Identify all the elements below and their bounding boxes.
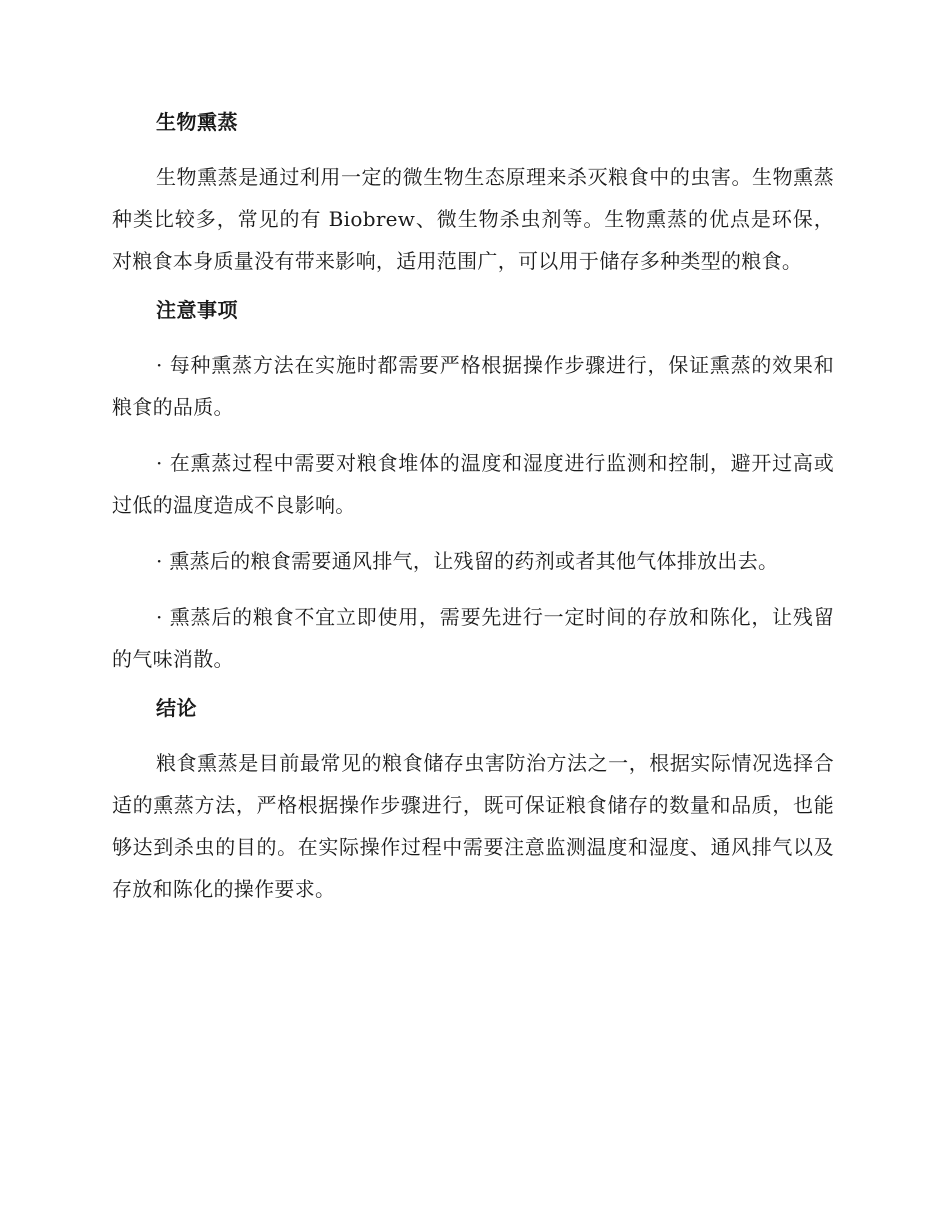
paragraph-biological-fumigation: 生物熏蒸是通过利用一定的微生物生态原理来杀灭粮食中的虫害。生物熏蒸种类比较多，常见的有 Biobrew、微生物杀虫剂等。生物熏蒸的优点是环保，对粮食本身质量没有带来影响，适用范围广，可以用于储存多种类型的粮食。 xyxy=(112,165,834,273)
bullet-item-follow-steps: · 每种熏蒸方法在实施时都需要严格根据操作步骤进行，保证熏蒸的效果和粮食的品质。 xyxy=(112,353,834,419)
bullet-item-monitor-temperature: · 在熏蒸过程中需要对粮食堆体的温度和湿度进行监测和控制，避开过高或过低的温度造成不良影响。 xyxy=(112,451,834,517)
bullet-item-aging: · 熏蒸后的粮食不宜立即使用，需要先进行一定时间的存放和陈化，让残留的气味消散。 xyxy=(112,605,834,671)
section-heading-biological-fumigation: 生物熏蒸 xyxy=(156,110,238,134)
section-heading-precautions: 注意事项 xyxy=(156,298,238,322)
section-heading-conclusion: 结论 xyxy=(156,696,197,720)
paragraph-conclusion: 粮食熏蒸是目前最常见的粮食储存虫害防治方法之一，根据实际情况选择合适的熏蒸方法，严格根据操作步骤进行，既可保证粮食储存的数量和品质，也能够达到杀虫的目的。在实际操作过程中需要注意监测温度和湿度、通风排气以及存放和陈化的操作要求。 xyxy=(112,751,834,901)
document-page xyxy=(112,108,834,924)
bullet-item-ventilation: · 熏蒸后的粮食需要通风排气，让残留的药剂或者其他气体排放出去。 xyxy=(156,549,779,573)
